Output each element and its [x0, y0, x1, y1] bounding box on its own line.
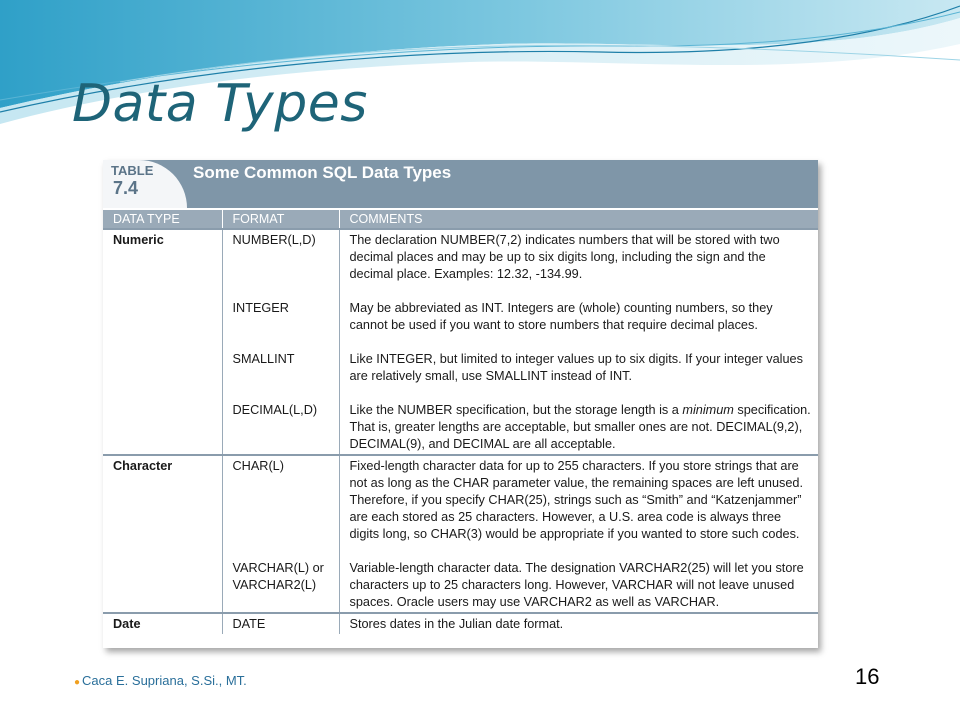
- table-row: [103, 229, 818, 284]
- format-cell: DECIMAL(L,D): [222, 386, 339, 455]
- footer-author: [74, 673, 247, 688]
- format-cell: DATE: [222, 613, 339, 634]
- comment-cell: Variable-length character data. The designation VARCHAR2(25) will let you store characters up to 25 characters long. However, VARCHAR will not leave unused spaces. Oracle users may use VARCHAR2 as well as VARCHAR.: [349, 561, 804, 609]
- footer-author-text: Caca E. Supriana, S.Si., MT.: [82, 673, 247, 688]
- comment-cell: The declaration NUMBER(7,2) indicates numbers that will be stored with two decimal places and may be up to six digits long, including the sign and the decimal place. Examples: 12.32, -134.99.: [339, 229, 818, 284]
- comment-text: specification. That is, greater lengths are acceptable, but smaller ones are not. DECIMAL(9,2), DECIMAL(9), and DECIMAL are all acceptable.: [349, 403, 811, 451]
- slide-title: Data Types: [72, 74, 368, 134]
- table-tag-word: TABLE: [111, 163, 154, 178]
- format-cell: SMALLINT: [222, 335, 339, 386]
- data-type-date: Date: [103, 613, 222, 634]
- format-cell: VARCHAR(L) or VARCHAR2(L): [222, 544, 339, 613]
- bullet-icon: ●: [74, 677, 81, 688]
- data-type-character: Character: [103, 455, 222, 613]
- table-number-tag: [103, 160, 187, 208]
- format-cell: INTEGER: [222, 284, 339, 335]
- table-header-row: [103, 210, 818, 229]
- comment-cell: [339, 386, 818, 455]
- comment-cell: Like INTEGER, but limited to integer values up to six digits. If your integer values are relatively small, use SMALLINT instead of INT.: [349, 352, 803, 383]
- sql-data-types-table-figure: [103, 160, 818, 648]
- data-type-numeric: Numeric: [103, 229, 222, 455]
- format-cell: NUMBER(L,D): [222, 229, 339, 284]
- data-types-table: [103, 210, 818, 634]
- comment-cell: May be abbreviated as INT. Integers are (whole) counting numbers, so they cannot be used if you want to store numbers that require decimal places.: [349, 301, 773, 332]
- column-header-comments: COMMENTS: [339, 210, 818, 229]
- table-figure-header: [103, 160, 818, 208]
- format-cell: CHAR(L): [222, 455, 339, 544]
- column-header-data-type: DATA TYPE: [103, 210, 222, 229]
- comment-emphasis: minimum: [682, 403, 734, 417]
- table-caption: Some Common SQL Data Types: [193, 163, 452, 182]
- table-row: [103, 613, 818, 634]
- page-number: 16: [855, 664, 880, 689]
- comment-cell: Fixed-length character data for up to 255 characters. If you store strings that are not as long as the CHAR parameter value, the remaining spaces are left unused. Therefore, if you specify CHAR(25), strings such as “Smith” and “Katzenjammer” are each stored as 25 characters. However, a U.S. area code is always three digits long, so CHAR(3) would be appropriate if you wanted to store such codes.: [339, 455, 818, 544]
- column-header-format: FORMAT: [222, 210, 339, 229]
- table-tag-number: 7.4: [113, 178, 139, 198]
- table-row: [103, 455, 818, 544]
- comment-cell: Stores dates in the Julian date format.: [339, 613, 818, 634]
- comment-text: Like the NUMBER specification, but the storage length is a: [349, 403, 683, 417]
